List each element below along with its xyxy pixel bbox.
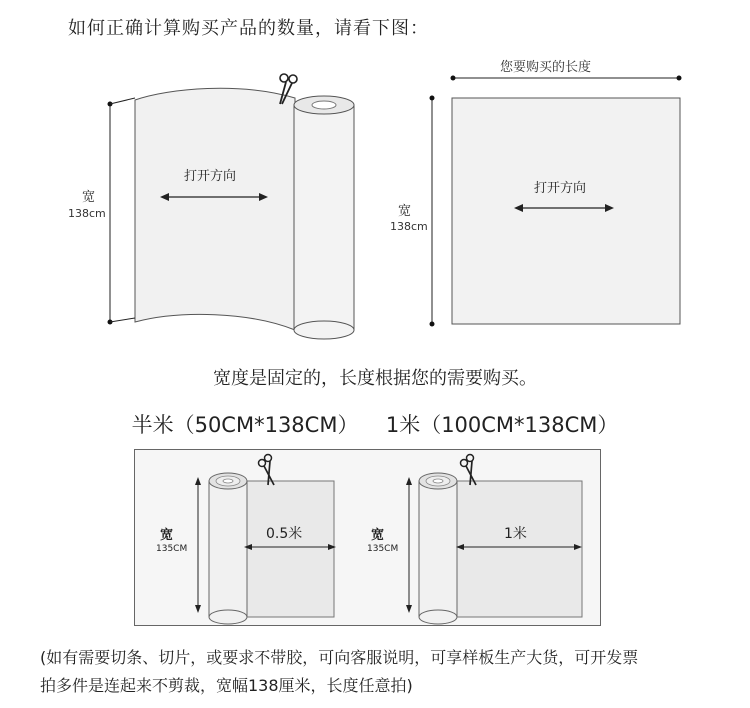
footer-line-1: (如有需要切条、切片，或要求不带胶，可向客服说明，可享样板生产大货，可开发票 [40,648,639,667]
unrolled-fabric [135,88,295,330]
fixed-width-sentence: 宽度是固定的，长度根据您的需要购买。 [213,368,537,389]
sheet-direction-label: 打开方向 [534,181,587,196]
width-dimension [430,96,435,327]
roll-diagram [60,60,380,350]
sheet-diagram [420,60,700,340]
roll-width-value: 138cm [68,207,106,220]
half-width-label: 宽 [160,528,174,543]
length-dimension [451,76,682,81]
half-width-value: 135CM [156,544,188,554]
page-heading: 如何正确计算购买产品的数量，请看下图： [68,18,429,39]
roll-direction-label: 打开方向 [184,169,237,184]
one-width-label: 宽 [371,528,385,543]
fabric-sheet [452,98,680,324]
sheet-width-value: 138cm [390,220,428,233]
roll-width-label: 宽 [82,190,96,205]
size-options [0,409,750,439]
one-width-value: 135CM [367,544,399,554]
footer-note [40,644,638,700]
one-length-label: 1米 [504,526,527,542]
sheet-width-label: 宽 [398,204,412,219]
footer-line-2: 拍多件是连起来不剪裁，宽幅138厘米，长度任意拍) [40,676,413,695]
one-meter-size: 1米（100CM*138CM） [385,413,619,437]
width-dimension [108,98,136,325]
samples-panel [134,449,602,629]
fabric-roll [294,96,354,339]
half-length-label: 0.5米 [266,526,303,542]
sheet-length-label: 您要购买的长度 [500,60,592,75]
half-meter-size: 半米（50CM*138CM） [131,413,359,437]
